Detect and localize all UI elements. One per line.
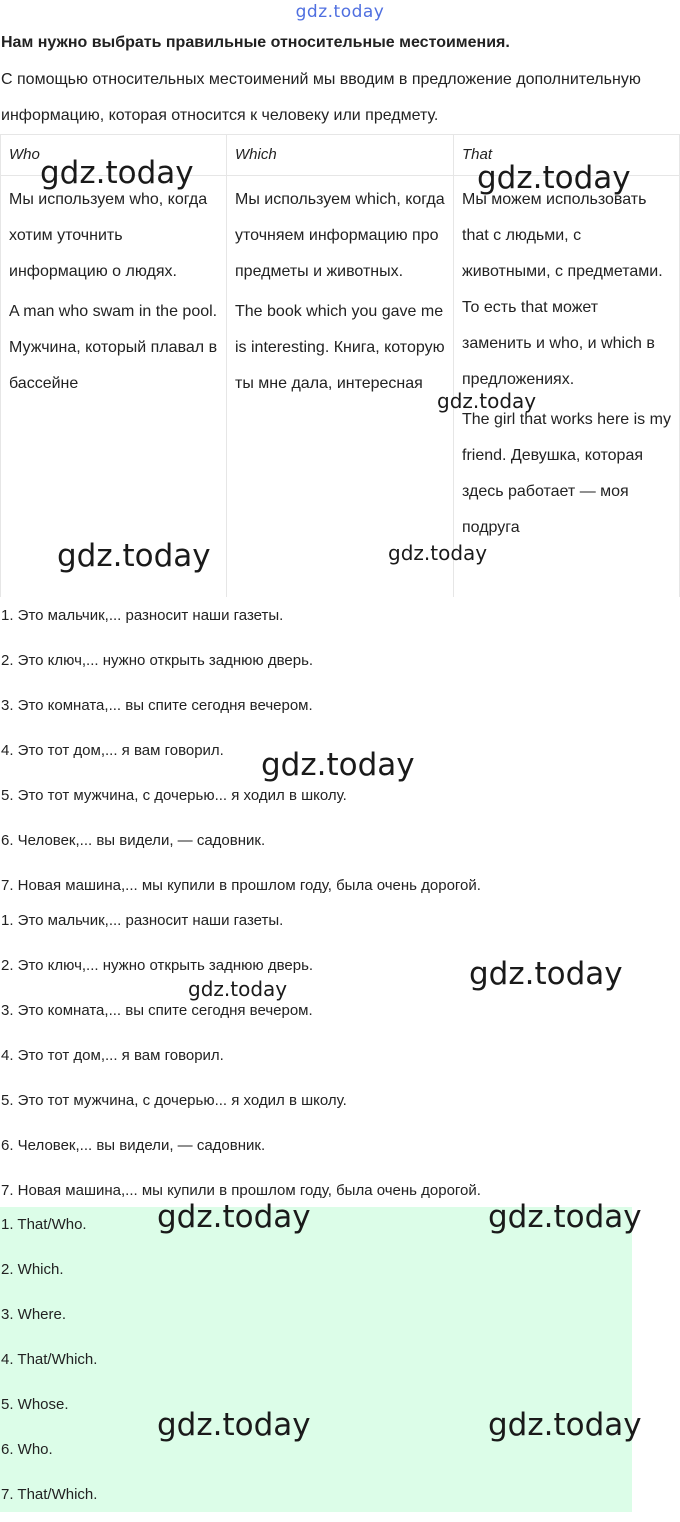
exercise-list-repeat <box>1 907 481 1222</box>
table-cell-example: The girl that works here is my friend. Девушка, которая здесь работает — моя подруга <box>462 411 671 536</box>
table-header-who: Who <box>1 135 226 176</box>
watermark: gdz.today <box>188 977 288 1001</box>
task-heading: Нам нужно выбрать правильные относительные местоимения. <box>1 34 510 51</box>
list-item: 3. Это комната,... вы спите сегодня вечером. <box>1 697 313 714</box>
list-item: 6. Человек,... вы видели, — садовник. <box>1 1137 266 1154</box>
list-item: 2. Это ключ,... нужно открыть заднюю дверь. <box>1 957 314 974</box>
table-cell-example: The book which you gave me is interesting. Книга, которую ты мне дала, интересная <box>235 303 445 392</box>
watermark: gdz.today <box>469 956 623 992</box>
site-logo[interactable]: gdz.today <box>295 2 385 22</box>
watermark: gdz.today <box>57 538 211 574</box>
answer-block <box>0 1207 632 1512</box>
watermark: gdz.today <box>157 1199 311 1235</box>
table-header-that: That <box>454 135 679 176</box>
answer-item: 6. Who. <box>1 1441 53 1458</box>
watermark: gdz.today <box>437 389 537 413</box>
list-item: 2. Это ключ,... нужно открыть заднюю дверь. <box>1 652 314 669</box>
table-cell-text: Мы можем использовать that с людьми, с животными, с предметами. То есть that может заменить и who, и which в предложениях. <box>462 191 663 388</box>
answer-item: 2. Which. <box>1 1261 64 1278</box>
answer-item: 3. Where. <box>1 1306 67 1323</box>
exercise-list <box>1 602 481 917</box>
answer-item: 4. That/Which. <box>1 1351 98 1368</box>
table-cell-text: Мы используем who, когда хотим уточнить информацию о людях. <box>9 191 208 280</box>
list-item: 7. Новая машина,... мы купили в прошлом году, была очень дорогой. <box>1 877 481 894</box>
list-item: 1. Это мальчик,... разносит наши газеты. <box>1 607 284 624</box>
list-item: 5. Это тот мужчина, с дочерью... я ходил в школу. <box>1 787 347 804</box>
table-column-who <box>0 135 226 597</box>
watermark: gdz.today <box>488 1199 642 1235</box>
table-cell-example: A man who swam in the pool. Мужчина, который плавал в бассейне <box>9 303 218 392</box>
list-item: 7. Новая машина,... мы купили в прошлом году, была очень дорогой. <box>1 1182 481 1199</box>
list-item: 4. Это тот дом,... я вам говорил. <box>1 1047 224 1064</box>
list-item: 6. Человек,... вы видели, — садовник. <box>1 832 266 849</box>
table-cell-text: Мы используем which, когда уточняем информацию про предметы и животных. <box>235 191 445 280</box>
watermark: gdz.today <box>40 155 194 191</box>
answer-item: 7. That/Which. <box>1 1486 98 1503</box>
table-header-which: Which <box>227 135 453 176</box>
watermark: gdz.today <box>477 160 631 196</box>
list-item: 1. Это мальчик,... разносит наши газеты. <box>1 912 284 929</box>
table-column-that <box>453 135 680 597</box>
watermark: gdz.today <box>388 541 488 565</box>
pronoun-table <box>0 134 680 597</box>
answer-item: 5. Whose. <box>1 1396 69 1413</box>
watermark: gdz.today <box>488 1407 642 1443</box>
watermark: gdz.today <box>261 747 415 783</box>
answer-item: 1. That/Who. <box>1 1216 87 1233</box>
list-item: 3. Это комната,... вы спите сегодня вечером. <box>1 1002 313 1019</box>
intro-text: С помощью относительных местоимений мы вводим в предложение дополнительную информацию, которая относится к человеку или предмету. <box>1 71 641 124</box>
list-item: 4. Это тот дом,... я вам говорил. <box>1 742 224 759</box>
watermark: gdz.today <box>157 1407 311 1443</box>
list-item: 5. Это тот мужчина, с дочерью... я ходил в школу. <box>1 1092 347 1109</box>
table-column-which <box>226 135 453 597</box>
